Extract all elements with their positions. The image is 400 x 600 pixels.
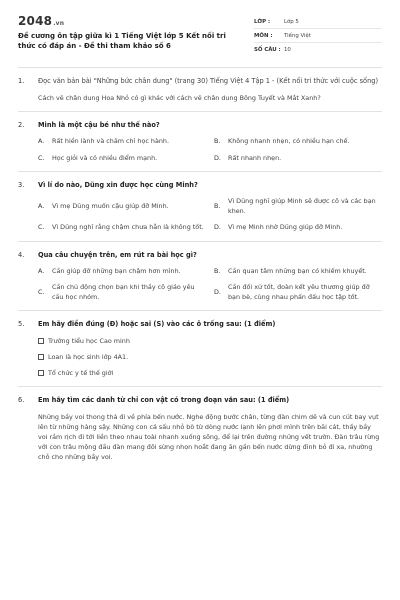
question-number: 6. bbox=[18, 396, 25, 404]
question-6 bbox=[18, 387, 382, 470]
meta-value: Tiếng Việt bbox=[284, 32, 311, 39]
question-text: Vì lí do nào, Dũng xin được học cùng Minh? bbox=[38, 181, 198, 189]
option-text: Rất hiền lành và chăm chỉ học hành. bbox=[52, 137, 169, 145]
option-letter: B. bbox=[214, 137, 221, 145]
question-header bbox=[18, 250, 382, 260]
option-letter: C. bbox=[38, 153, 45, 162]
logo-text: 2048 bbox=[18, 14, 53, 28]
document-header bbox=[18, 14, 382, 68]
option-text: Cần chủ động chọn bạn khi thầy cô giáo yêu cầu học nhóm. bbox=[52, 283, 195, 301]
option-text: Học giỏi và có nhiều điểm mạnh. bbox=[52, 153, 158, 162]
header-left bbox=[18, 14, 243, 57]
question-number: 4. bbox=[18, 250, 25, 259]
answer-checkbox[interactable] bbox=[38, 338, 44, 344]
question-number: 5. bbox=[18, 320, 25, 328]
option-b[interactable] bbox=[214, 267, 382, 277]
answer-options bbox=[38, 137, 382, 163]
answer-checkbox[interactable] bbox=[38, 370, 44, 376]
option-a[interactable] bbox=[38, 197, 206, 216]
question-2 bbox=[18, 112, 382, 172]
logo-domain: .vn bbox=[53, 20, 65, 27]
question-header bbox=[18, 395, 382, 405]
meta-row-count bbox=[254, 43, 382, 57]
option-letter: D. bbox=[214, 223, 221, 231]
option-c[interactable] bbox=[38, 283, 206, 302]
option-text: Vì mẹ Dũng muốn cậu giúp đỡ Minh. bbox=[52, 201, 169, 210]
question-passage: Những bầy voi thong thả đi về phía bến nước. Nghe động bước chân, từng đàn chim dẽ và cun cút bay vụt lên từ những hàng sậy. Những con cá sấu nhỏ bò từ dòng nước lạnh lên phơi mình trên bãi cát, thấy bầy voi rầm rịch đi tới liền theo nhau toài nhanh xuống sông, để lại trên đường những vết trườn. Đàn trâu rừng với con trâu mộng đầu đàn mang đôi sừng nhọn hoắt đang ăn gần bến nước dừng đỉnh bỏ đi xa, nhường chỗ cho những bầy voi. bbox=[38, 413, 380, 461]
option-d[interactable] bbox=[214, 283, 382, 302]
meta-row-subject bbox=[254, 29, 382, 43]
option-a[interactable] bbox=[38, 267, 206, 277]
option-text: Vì Dũng nghĩ giúp Minh sẽ được cô và các bạn khen. bbox=[228, 197, 376, 215]
option-d[interactable] bbox=[214, 223, 382, 233]
question-header bbox=[18, 120, 382, 130]
question-header bbox=[18, 319, 382, 329]
statement-text: Tổ chức y tế thế giới bbox=[48, 369, 114, 377]
option-c[interactable] bbox=[38, 223, 206, 233]
question-text: Em hãy tìm các danh từ chỉ con vật có trong đoạn văn sau: (1 điểm) bbox=[38, 396, 290, 404]
statement-text: Loan là học sinh lớp 4A1. bbox=[48, 353, 129, 361]
option-text: Vì mẹ Minh nhờ Dũng giúp đỡ Minh. bbox=[228, 223, 343, 231]
document-meta bbox=[254, 15, 382, 57]
question-1 bbox=[18, 68, 382, 112]
question-text: Qua câu chuyện trên, em rút ra bài học gì? bbox=[38, 250, 197, 259]
option-text: Cần giúp đỡ những bạn chậm hơn mình. bbox=[52, 266, 181, 275]
answer-options bbox=[38, 267, 382, 303]
meta-value: Lớp 5 bbox=[284, 18, 299, 25]
option-b[interactable] bbox=[214, 137, 382, 147]
option-text: Vì Dũng nghĩ rằng chậm chưa hẳn là không tốt. bbox=[52, 223, 204, 231]
true-false-item bbox=[38, 352, 382, 362]
question-text: Đọc văn bản bài "Những bức chân dung" (trang 30) Tiếng Việt 4 Tập 1 - (Kết nối tri thức với cuộc sống) bbox=[38, 77, 379, 85]
option-a[interactable] bbox=[38, 137, 206, 147]
option-letter: B. bbox=[214, 201, 221, 210]
option-letter: B. bbox=[214, 266, 221, 275]
document-title: Đề cương ôn tập giữa kì 1 Tiếng Việt lớp 5 Kết nối tri thức có đáp án - Đề thi tham khảo số 6 bbox=[18, 32, 226, 50]
option-text: Cần đối xử tốt, đoàn kết yêu thương giúp đỡ bạn bè, cùng nhau phấn đấu học tập tốt. bbox=[228, 283, 370, 301]
question-number: 2. bbox=[18, 121, 25, 129]
true-false-item bbox=[38, 336, 382, 346]
statement-text: Trường tiểu học Cao minh bbox=[48, 337, 130, 345]
option-d[interactable] bbox=[214, 154, 382, 164]
option-letter: C. bbox=[38, 223, 45, 231]
option-letter: D. bbox=[214, 287, 221, 296]
answer-checkbox[interactable] bbox=[38, 354, 44, 360]
option-letter: A. bbox=[38, 266, 45, 275]
question-text: Minh là một cậu bé như thế nào? bbox=[38, 121, 160, 129]
answer-options bbox=[38, 197, 382, 233]
question-4 bbox=[18, 242, 382, 312]
true-false-list bbox=[38, 336, 382, 378]
option-c[interactable] bbox=[38, 154, 206, 164]
option-text: Không nhanh nhẹn, có nhiều hạn chế. bbox=[228, 137, 350, 145]
question-text: Em hãy điền đúng (Đ) hoặc sai (S) vào các ô trống sau: (1 điểm) bbox=[38, 320, 276, 328]
meta-row-grade bbox=[254, 15, 382, 29]
question-header bbox=[18, 76, 382, 86]
option-letter: A. bbox=[38, 201, 45, 210]
option-letter: D. bbox=[214, 153, 221, 162]
question-header bbox=[18, 180, 382, 190]
true-false-item bbox=[38, 368, 382, 378]
option-letter: A. bbox=[38, 137, 45, 145]
option-text: Rất nhanh nhẹn. bbox=[228, 153, 282, 162]
option-letter: C. bbox=[38, 287, 45, 296]
option-b[interactable] bbox=[214, 197, 382, 216]
meta-label: LỚP : bbox=[254, 18, 271, 25]
question-5 bbox=[18, 311, 382, 387]
meta-label: SỐ CÂU : bbox=[254, 47, 281, 53]
site-logo[interactable] bbox=[18, 14, 243, 28]
meta-label: MÔN : bbox=[254, 32, 273, 39]
question-body: Cách vẽ chân dung Hoa Nhỏ có gì khác với cách vẽ chân dung Bông Tuyết và Mắt Xanh? bbox=[38, 94, 321, 102]
question-number: 1. bbox=[18, 77, 25, 85]
meta-value: 10 bbox=[284, 47, 291, 53]
question-3 bbox=[18, 172, 382, 242]
option-text: Cần quan tâm những bạn có khiếm khuyết. bbox=[228, 266, 367, 275]
question-number: 3. bbox=[18, 181, 25, 189]
